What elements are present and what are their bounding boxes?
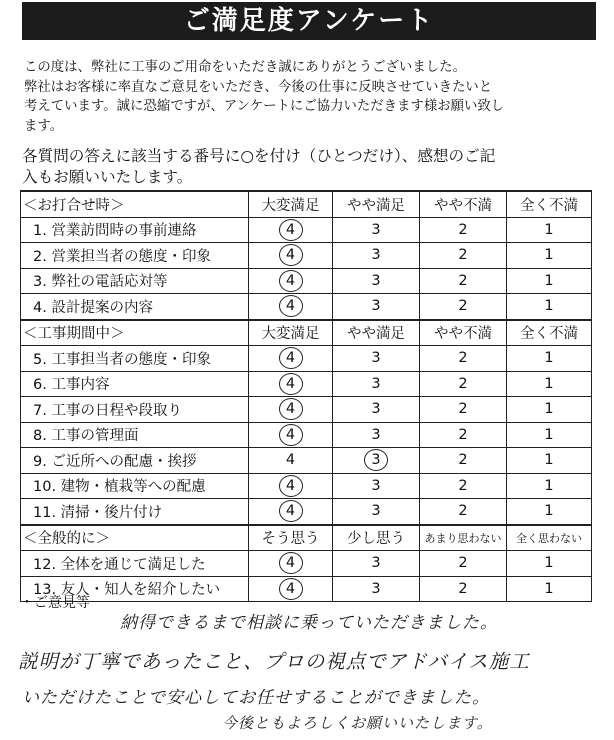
rating-cell[interactable] bbox=[507, 294, 592, 320]
rating-cell[interactable] bbox=[333, 243, 420, 269]
rating-cell[interactable] bbox=[507, 551, 592, 577]
rating-cell[interactable] bbox=[420, 268, 507, 294]
rating-cell[interactable] bbox=[507, 268, 592, 294]
question-text: 4. 設計提案の内容 bbox=[21, 294, 249, 320]
instruction-line: 各質問の答えに該当する番号に○を付け（ひとつだけ）、感想のご記 bbox=[22, 147, 496, 165]
rating-cell[interactable] bbox=[507, 371, 592, 397]
instruction-line: 入もお願いいたします。 bbox=[22, 168, 193, 186]
rating-cell[interactable] bbox=[333, 371, 420, 397]
rating-value: 3 bbox=[371, 426, 381, 443]
handwritten-comment-line: いただけたことで安心してお任せすることができました。 bbox=[22, 688, 490, 708]
rating-cell[interactable] bbox=[420, 422, 507, 448]
question-text: 8. 工事の管理面 bbox=[21, 422, 249, 448]
rating-cell[interactable] bbox=[420, 576, 507, 602]
question-row bbox=[21, 576, 592, 602]
handwritten-comment-line: 納得できるまで相談に乗っていただきました。 bbox=[120, 613, 498, 633]
option-header: あまり思わない bbox=[420, 525, 507, 551]
rating-cell[interactable] bbox=[333, 217, 420, 243]
rating-cell[interactable] bbox=[249, 346, 333, 372]
rating-value: 2 bbox=[458, 375, 468, 392]
rating-cell[interactable] bbox=[420, 371, 507, 397]
rating-value: 2 bbox=[458, 477, 468, 494]
circled-rating-value: 4 bbox=[279, 270, 303, 292]
rating-cell[interactable] bbox=[333, 422, 420, 448]
question-row bbox=[21, 243, 592, 269]
rating-value: 4 bbox=[285, 452, 296, 469]
question-text: 12. 全体を通じて満足した bbox=[21, 551, 249, 577]
rating-cell[interactable] bbox=[249, 576, 333, 602]
rating-value: 2 bbox=[458, 298, 468, 315]
rating-value: 2 bbox=[458, 350, 468, 367]
rating-cell[interactable] bbox=[420, 217, 507, 243]
circled-rating-value: 4 bbox=[279, 500, 303, 522]
intro-text bbox=[24, 58, 594, 136]
rating-cell[interactable] bbox=[249, 268, 333, 294]
rating-value: 1 bbox=[544, 503, 554, 520]
opinion-label: ・ご意見等 bbox=[20, 595, 90, 611]
question-text: 5. 工事担当者の態度・印象 bbox=[21, 346, 249, 372]
rating-cell[interactable] bbox=[249, 397, 333, 423]
rating-value: 3 bbox=[371, 247, 381, 264]
circled-rating-value: 4 bbox=[279, 475, 303, 497]
question-row bbox=[21, 268, 592, 294]
rating-cell[interactable] bbox=[420, 294, 507, 320]
rating-cell[interactable] bbox=[249, 371, 333, 397]
question-text: 9. ご近所への配慮・挨拶 bbox=[21, 448, 249, 474]
rating-value: 2 bbox=[458, 247, 468, 264]
question-text: 1. 営業訪問時の事前連絡 bbox=[21, 217, 249, 243]
question-row bbox=[21, 422, 592, 448]
survey-table bbox=[20, 190, 592, 602]
option-header: やや不満 bbox=[420, 320, 507, 346]
rating-value: 2 bbox=[458, 452, 468, 469]
question-row bbox=[21, 217, 592, 243]
rating-value: 1 bbox=[544, 452, 554, 469]
question-text: 3. 弊社の電話応対等 bbox=[21, 268, 249, 294]
rating-cell[interactable] bbox=[249, 551, 333, 577]
rating-cell[interactable] bbox=[249, 473, 333, 499]
option-header: 全く不満 bbox=[507, 191, 592, 217]
rating-cell[interactable] bbox=[333, 268, 420, 294]
rating-value: 1 bbox=[544, 401, 554, 418]
rating-cell[interactable] bbox=[333, 397, 420, 423]
rating-cell[interactable] bbox=[420, 499, 507, 525]
rating-value: 2 bbox=[458, 221, 468, 238]
rating-value: 1 bbox=[544, 426, 554, 443]
question-row bbox=[21, 448, 592, 474]
question-text: 2. 営業担当者の態度・印象 bbox=[21, 243, 249, 269]
handwritten-comment-line: 今後ともよろしくお願いいたします。 bbox=[222, 714, 493, 732]
circled-rating-value: 4 bbox=[279, 219, 303, 241]
rating-cell[interactable] bbox=[507, 243, 592, 269]
rating-value: 3 bbox=[371, 580, 381, 597]
rating-cell[interactable] bbox=[333, 294, 420, 320]
question-row bbox=[21, 397, 592, 423]
circled-rating-value: 4 bbox=[279, 347, 303, 369]
rating-value: 1 bbox=[544, 580, 554, 597]
option-header: やや満足 bbox=[333, 320, 420, 346]
circled-rating-value: 3 bbox=[364, 449, 388, 471]
question-row bbox=[21, 473, 592, 499]
rating-cell[interactable] bbox=[420, 473, 507, 499]
question-text: 11. 清掃・後片付け bbox=[21, 499, 249, 525]
question-row bbox=[21, 499, 592, 525]
rating-cell[interactable] bbox=[507, 346, 592, 372]
rating-value: 3 bbox=[371, 477, 381, 494]
question-row bbox=[21, 371, 592, 397]
rating-cell[interactable] bbox=[420, 551, 507, 577]
rating-value: 3 bbox=[371, 350, 381, 367]
section-header-row bbox=[21, 320, 592, 346]
circled-rating-value: 4 bbox=[279, 244, 303, 266]
option-header: やや不満 bbox=[420, 191, 507, 217]
rating-cell[interactable] bbox=[249, 217, 333, 243]
intro-line: ます。 bbox=[24, 118, 64, 134]
rating-cell[interactable] bbox=[420, 346, 507, 372]
rating-cell[interactable] bbox=[333, 346, 420, 372]
circled-rating-value: 4 bbox=[279, 295, 303, 317]
rating-value: 1 bbox=[544, 375, 554, 392]
rating-value: 3 bbox=[371, 503, 381, 520]
rating-cell[interactable] bbox=[507, 397, 592, 423]
intro-line: この度は、弊社に工事のご用命をいただき誠にありがとうございました。 bbox=[24, 60, 466, 75]
rating-cell[interactable] bbox=[249, 243, 333, 269]
rating-value: 2 bbox=[458, 272, 468, 289]
circled-rating-value: 4 bbox=[279, 578, 303, 600]
rating-value: 1 bbox=[544, 247, 554, 264]
rating-cell[interactable] bbox=[507, 422, 592, 448]
rating-value: 3 bbox=[371, 298, 381, 315]
rating-cell[interactable] bbox=[333, 448, 420, 474]
rating-cell[interactable] bbox=[420, 397, 507, 423]
rating-cell[interactable] bbox=[333, 576, 420, 602]
rating-cell[interactable] bbox=[507, 499, 592, 525]
rating-value: 1 bbox=[544, 477, 554, 494]
rating-cell[interactable] bbox=[249, 499, 333, 525]
rating-value: 2 bbox=[458, 580, 468, 597]
circled-rating-value: 4 bbox=[279, 552, 303, 574]
rating-cell[interactable] bbox=[249, 294, 333, 320]
rating-cell[interactable] bbox=[507, 473, 592, 499]
intro-line: 弊社はお客様に率直なご意見をいただき、今後の仕事に反映させていきたいと bbox=[24, 79, 493, 95]
question-text: 6. 工事内容 bbox=[21, 371, 249, 397]
rating-value: 3 bbox=[371, 375, 381, 392]
rating-cell[interactable] bbox=[507, 576, 592, 602]
section-heading: ＜全般的に＞ bbox=[21, 525, 249, 551]
rating-value: 2 bbox=[458, 555, 468, 572]
option-header: 大変満足 bbox=[249, 191, 333, 217]
option-header: 全く思わない bbox=[507, 525, 592, 551]
rating-value: 1 bbox=[544, 221, 554, 238]
section-header-row bbox=[21, 525, 592, 551]
circled-rating-value: 4 bbox=[279, 373, 303, 395]
question-text: 10. 建物・植栽等への配慮 bbox=[21, 473, 249, 499]
option-header: そう思う bbox=[249, 525, 333, 551]
rating-cell[interactable] bbox=[507, 448, 592, 474]
question-row bbox=[21, 346, 592, 372]
rating-value: 1 bbox=[544, 555, 554, 572]
rating-cell[interactable] bbox=[420, 243, 507, 269]
rating-value: 1 bbox=[544, 272, 554, 289]
rating-cell[interactable] bbox=[249, 448, 333, 474]
section-heading: ＜工事期間中＞ bbox=[21, 320, 249, 346]
instruction-text bbox=[22, 146, 600, 188]
option-header: 大変満足 bbox=[249, 320, 333, 346]
question-text: 13. 友人・知人を紹介したい bbox=[21, 576, 249, 602]
rating-value: 2 bbox=[458, 503, 468, 520]
rating-value: 2 bbox=[458, 426, 468, 443]
rating-value: 1 bbox=[544, 350, 554, 367]
rating-value: 3 bbox=[371, 555, 381, 572]
circled-rating-value: 4 bbox=[279, 424, 303, 446]
question-text: 7. 工事の日程や段取り bbox=[21, 397, 249, 423]
survey-title: ご満足度アンケート bbox=[22, 2, 596, 40]
intro-line: 考えています。誠に恐縮ですが、アンケートにご協力いただきます様お願い致し bbox=[24, 99, 505, 114]
circled-rating-value: 4 bbox=[279, 398, 303, 420]
rating-cell[interactable] bbox=[507, 217, 592, 243]
rating-value: 1 bbox=[544, 298, 554, 315]
question-row bbox=[21, 551, 592, 577]
rating-cell[interactable] bbox=[249, 422, 333, 448]
section-header-row bbox=[21, 191, 592, 217]
rating-cell[interactable] bbox=[333, 551, 420, 577]
handwritten-comment-line: 説明が丁寧であったこと、プロの視点でアドバイス施工 bbox=[18, 650, 530, 673]
rating-cell[interactable] bbox=[420, 448, 507, 474]
option-header: 少し思う bbox=[333, 525, 420, 551]
rating-cell[interactable] bbox=[333, 473, 420, 499]
section-heading: ＜お打合せ時＞ bbox=[21, 191, 249, 217]
rating-value: 3 bbox=[371, 221, 381, 238]
rating-value: 3 bbox=[371, 272, 381, 289]
rating-value: 3 bbox=[371, 401, 381, 418]
rating-value: 2 bbox=[458, 401, 468, 418]
rating-cell[interactable] bbox=[333, 499, 420, 525]
question-row bbox=[21, 294, 592, 320]
option-header: やや満足 bbox=[333, 191, 420, 217]
option-header: 全く不満 bbox=[507, 320, 592, 346]
